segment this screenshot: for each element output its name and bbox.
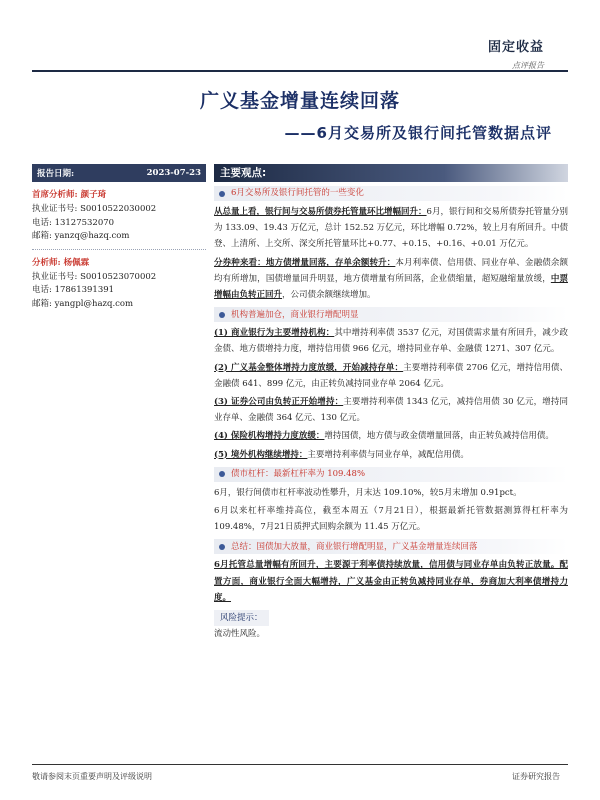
analyst-block [32,256,206,312]
paragraph [214,557,568,606]
section-heading-text: 机构普遍加仓，商业银行增配明显 [231,309,359,320]
analyst-phone: 电话: 17861391391 [32,285,115,295]
section-heading-text: 6月交易所及银行间托管的一些变化 [231,188,364,199]
emphasis-text: (2) 广义基金整体增持力度放缓，开始减持存单： [214,362,404,373]
emphasis-text: (3) 证券公司由负转正开始增持： [214,397,344,408]
analyst-role: 首席分析师: 颜子琦 [32,190,107,200]
footer-disclaimer[interactable]: 敬请参阅末页重要声明及评级说明 [32,772,152,781]
emphasis-text: 中票增幅由负转正回升 [214,273,568,301]
section-heading [214,467,568,482]
body-text: 主要增持利率债 2706 亿元，增持信用债、金融债 641、899 亿元，由正转负减持同业存单 2064 亿元。 [214,362,568,389]
risk-text: 流动性风险。 [214,629,266,640]
report-date-value: 2023-07-23 [146,168,201,178]
body-text: 本月利率债、信用债、同业存单、金融债余额均有所增加，国债增量回升明显，地方债增量有所回落，企业债缩量，超短融缩量放缓， [214,257,568,284]
paragraph [214,394,568,426]
report-title: 广义基金增量连续回落 [199,90,400,112]
analyst-sidebar [32,164,206,311]
report-date-label: 报告日期: [37,169,75,179]
emphasis-text: (4) 保险机构增持力度放缓： [214,431,325,442]
body-text: 主要增持利率债 1343 亿元，减持信用债 30 亿元，增持同业存单、金融债 364 亿元、130 亿元。 [214,397,569,424]
paragraph [214,360,568,392]
paragraph [214,325,568,357]
body-text: 6月，银行间债市杠杆率波动性攀升，月末达 109.10%，较5月末增加 0.91pct。 [214,487,522,498]
footer-divider [32,764,568,765]
section-heading [214,186,568,201]
bullet-dot-icon [219,544,225,550]
risk-label: 风险提示： [214,610,269,626]
section-heading [214,307,568,322]
analyst-email[interactable]: 邮箱: yangpl@hazq.com [32,298,134,309]
analyst-phone: 电话: 13127532070 [32,217,115,228]
main-content [214,164,568,642]
bullet-dot-icon [219,312,225,318]
bullet-dot-icon [219,471,225,477]
paragraph [214,255,568,304]
section-heading-text: 债市杠杆：最新杠杆率为 109.48% [231,469,366,480]
emphasis-text: 分券种来看：地方债增量回落，存单余额转升： [214,257,396,268]
analyst-block [32,188,206,244]
section-heading-text: 总结：国债加大放量，商业银行增配明显，广义基金增量连续回落 [231,541,478,552]
analyst-license: 执业证书号: S0010522030002 [32,204,157,214]
emphasis-text: 从总量上看，银行间与交易所债券托管量环比增幅回升： [214,207,427,217]
paragraph [214,447,568,463]
report-category [488,36,544,71]
body-text: ，公司债余额继续增加。 [282,290,376,301]
report-subtitle: ——6月交易所及银行间托管数据点评 [284,124,552,142]
analyst-role: 分析师: 杨佩霖 [32,257,90,268]
paragraph [214,485,568,501]
subcategory-label: 点评报告 [512,61,544,70]
paragraph [214,503,568,535]
sections [214,186,568,606]
analyst-divider [32,249,206,250]
section-heading [214,539,568,554]
emphasis-text: (5) 境外机构继续增持： [214,449,308,460]
header-divider [32,70,568,72]
paragraph [214,204,568,253]
analyst-email[interactable]: 邮箱: yanzq@hazq.com [32,231,130,241]
footer-label: 证券研究报告 [512,772,560,781]
body-text: 6月，银行间和交易所债券托管量分别为 133.09、19.43 万亿元，总计 152.52 万亿元，环比增幅 0.72%，较上月有所回升。中债登、上清所、上交所、深交所托管量环比+0.77、+0.15、+0.16、+0.01 万亿元。 [214,207,568,250]
emphasis-text: (1) 商业银行为主要增持机构： [214,328,335,339]
body-text: 主要增持利率债与同业存单，减配信用债。 [307,449,469,460]
report-date-bar [32,164,206,182]
body-text: 增持国债，地方债与政金债增量回落，由正转负减持信用债。 [324,431,554,442]
body-text: 其中增持利率债 3537 亿元，对国债需求量有所回升，减少政金债、地方债增持力度，增持信用债 966 亿元，增持同业存单、金融债 1271、307 亿元。 [214,328,569,355]
body-text: 6月以来杠杆率维持高位，截至本周五（7月21日），根据最新托管数据测算得杠杆率为 109.48%，7月21日质押式回购余额为 11.45 万亿元。 [214,506,568,533]
category-label: 固定收益 [487,40,544,55]
paragraph [214,428,568,444]
emphasis-text: 6月托管总量增幅有所回升，主要源于利率债持续放量，信用债与同业存单由负转正放量。配置方面，商业银行全面大幅增持，广义基金由正转负减持同业存单，券商加大利率债增持力度。 [214,560,568,603]
analyst-license: 执业证书号: S0010523070002 [32,271,157,282]
bullet-dot-icon [219,191,225,197]
main-viewpoints-header: 主要观点: [214,164,568,182]
